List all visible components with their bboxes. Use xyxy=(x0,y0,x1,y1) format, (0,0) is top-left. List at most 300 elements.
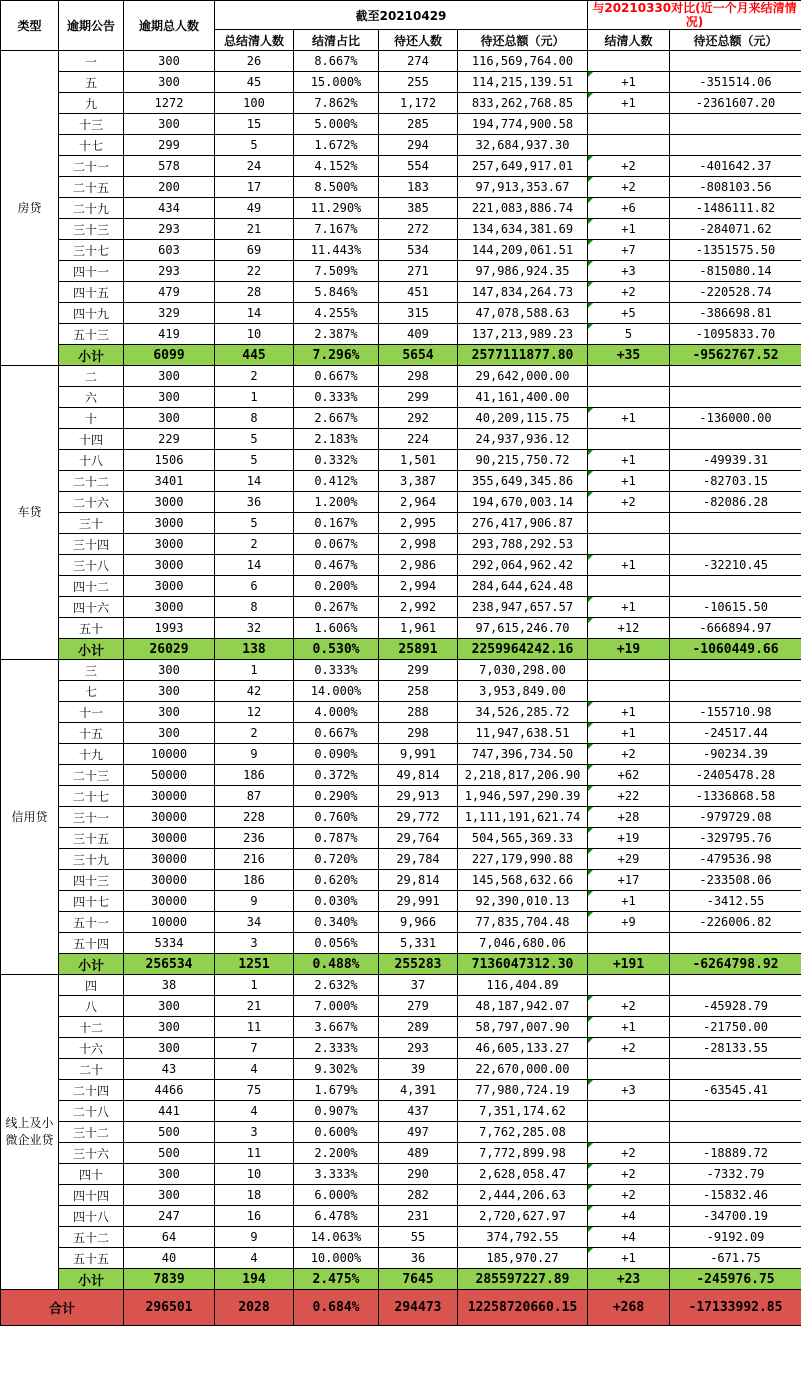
notice-cell: 四十六 xyxy=(59,597,124,618)
diff-settled-cell: +2 xyxy=(588,744,670,765)
diff-settled-cell: +4 xyxy=(588,1206,670,1227)
subtotal-overdue-total: 7839 xyxy=(124,1269,215,1290)
ratio-cell: 0.332% xyxy=(294,450,379,471)
header-settled-total: 总结清人数 xyxy=(215,30,294,51)
ratio-cell: 3.667% xyxy=(294,1017,379,1038)
pending-cell: 285 xyxy=(379,114,458,135)
diff-amount-cell: -3412.55 xyxy=(670,891,801,912)
diff-amount-cell: -1336868.58 xyxy=(670,786,801,807)
table-row xyxy=(1,555,801,576)
amount-cell: 77,835,704.48 xyxy=(458,912,588,933)
diff-amount-cell xyxy=(670,1059,801,1080)
amount-cell: 92,390,010.13 xyxy=(458,891,588,912)
ratio-cell: 7.862% xyxy=(294,93,379,114)
overdue-total-cell: 300 xyxy=(124,72,215,93)
diff-settled-cell: +2 xyxy=(588,1143,670,1164)
diff-amount-cell: -351514.06 xyxy=(670,72,801,93)
pending-cell: 2,998 xyxy=(379,534,458,555)
diff-amount-cell: -21750.00 xyxy=(670,1017,801,1038)
pending-cell: 497 xyxy=(379,1122,458,1143)
diff-amount-cell: -24517.44 xyxy=(670,723,801,744)
header-notice: 逾期公告 xyxy=(59,1,124,51)
amount-cell: 97,986,924.35 xyxy=(458,261,588,282)
diff-settled-cell: +4 xyxy=(588,1227,670,1248)
overdue-total-cell: 30000 xyxy=(124,807,215,828)
settled-cell: 7 xyxy=(215,1038,294,1059)
ratio-cell: 10.000% xyxy=(294,1248,379,1269)
overdue-total-cell: 30000 xyxy=(124,828,215,849)
settled-cell: 4 xyxy=(215,1101,294,1122)
subtotal-ratio: 2.475% xyxy=(294,1269,379,1290)
settled-cell: 22 xyxy=(215,261,294,282)
table-row xyxy=(1,870,801,891)
diff-settled-cell xyxy=(588,513,670,534)
overdue-total-cell: 3000 xyxy=(124,555,215,576)
ratio-cell: 5.000% xyxy=(294,114,379,135)
table-row xyxy=(1,114,801,135)
diff-amount-cell: -666894.97 xyxy=(670,618,801,639)
pending-cell: 183 xyxy=(379,177,458,198)
diff-settled-cell: +1 xyxy=(588,408,670,429)
amount-cell: 3,953,849.00 xyxy=(458,681,588,702)
pending-cell: 29,784 xyxy=(379,849,458,870)
diff-amount-cell: -63545.41 xyxy=(670,1080,801,1101)
notice-cell: 五十二 xyxy=(59,1227,124,1248)
pending-cell: 489 xyxy=(379,1143,458,1164)
diff-settled-cell: +7 xyxy=(588,240,670,261)
notice-cell: 四 xyxy=(59,975,124,996)
notice-cell: 三十一 xyxy=(59,807,124,828)
table-row xyxy=(1,198,801,219)
pending-cell: 299 xyxy=(379,387,458,408)
header-settled-ratio: 结清占比 xyxy=(294,30,379,51)
diff-amount-cell xyxy=(670,51,801,72)
subtotal-label: 小计 xyxy=(59,1269,124,1290)
overdue-total-cell: 3401 xyxy=(124,471,215,492)
amount-cell: 227,179,990.88 xyxy=(458,849,588,870)
pending-cell: 451 xyxy=(379,282,458,303)
settled-cell: 21 xyxy=(215,219,294,240)
overdue-total-cell: 40 xyxy=(124,1248,215,1269)
amount-cell: 48,187,942.07 xyxy=(458,996,588,1017)
subtotal-label: 小计 xyxy=(59,345,124,366)
overdue-total-cell: 441 xyxy=(124,1101,215,1122)
pending-cell: 29,913 xyxy=(379,786,458,807)
total-row xyxy=(1,1290,801,1326)
diff-amount-cell: -1351575.50 xyxy=(670,240,801,261)
amount-cell: 194,670,003.14 xyxy=(458,492,588,513)
overdue-total-cell: 3000 xyxy=(124,534,215,555)
amount-cell: 7,772,899.98 xyxy=(458,1143,588,1164)
settled-cell: 4 xyxy=(215,1248,294,1269)
amount-cell: 134,634,381.69 xyxy=(458,219,588,240)
ratio-cell: 8.500% xyxy=(294,177,379,198)
amount-cell: 2,628,058.47 xyxy=(458,1164,588,1185)
overdue-total-cell: 200 xyxy=(124,177,215,198)
table-row xyxy=(1,93,801,114)
settled-cell: 12 xyxy=(215,702,294,723)
table-row xyxy=(1,156,801,177)
pending-cell: 288 xyxy=(379,702,458,723)
overdue-total-cell: 4466 xyxy=(124,1080,215,1101)
diff-settled-cell: +2 xyxy=(588,1038,670,1059)
overdue-total-cell: 300 xyxy=(124,51,215,72)
table-row xyxy=(1,576,801,597)
subtotal-settled: 445 xyxy=(215,345,294,366)
ratio-cell: 0.600% xyxy=(294,1122,379,1143)
diff-settled-cell: +1 xyxy=(588,891,670,912)
pending-cell: 290 xyxy=(379,1164,458,1185)
ratio-cell: 0.090% xyxy=(294,744,379,765)
amount-cell: 90,215,750.72 xyxy=(458,450,588,471)
settled-cell: 5 xyxy=(215,429,294,450)
ratio-cell: 0.620% xyxy=(294,870,379,891)
table-row xyxy=(1,240,801,261)
total-pending: 294473 xyxy=(379,1290,458,1326)
overdue-total-cell: 30000 xyxy=(124,870,215,891)
notice-cell: 九 xyxy=(59,93,124,114)
diff-settled-cell xyxy=(588,429,670,450)
notice-cell: 一 xyxy=(59,51,124,72)
overdue-total-cell: 300 xyxy=(124,114,215,135)
notice-cell: 十四 xyxy=(59,429,124,450)
subtotal-diff-amount: -1060449.66 xyxy=(670,639,801,660)
amount-cell: 194,774,900.58 xyxy=(458,114,588,135)
table-row xyxy=(1,933,801,954)
diff-amount-cell: -2405478.28 xyxy=(670,765,801,786)
pending-cell: 289 xyxy=(379,1017,458,1038)
ratio-cell: 7.167% xyxy=(294,219,379,240)
overdue-total-cell: 578 xyxy=(124,156,215,177)
ratio-cell: 14.000% xyxy=(294,681,379,702)
header-pending-amount: 待还总额（元） xyxy=(458,30,588,51)
total-diff-amount: -17133992.85 xyxy=(670,1290,801,1326)
notice-cell: 二十四 xyxy=(59,1080,124,1101)
pending-cell: 37 xyxy=(379,975,458,996)
ratio-cell: 0.167% xyxy=(294,513,379,534)
notice-cell: 五十 xyxy=(59,618,124,639)
pending-cell: 1,501 xyxy=(379,450,458,471)
diff-settled-cell xyxy=(588,114,670,135)
diff-settled-cell xyxy=(588,1101,670,1122)
header-settled-count: 结清人数 xyxy=(588,30,670,51)
pending-cell: 5,331 xyxy=(379,933,458,954)
ratio-cell: 0.290% xyxy=(294,786,379,807)
overdue-total-cell: 5334 xyxy=(124,933,215,954)
notice-cell: 十三 xyxy=(59,114,124,135)
pending-cell: 224 xyxy=(379,429,458,450)
diff-settled-cell: +6 xyxy=(588,198,670,219)
settled-cell: 2 xyxy=(215,723,294,744)
diff-settled-cell xyxy=(588,366,670,387)
pending-cell: 271 xyxy=(379,261,458,282)
diff-settled-cell: +62 xyxy=(588,765,670,786)
overdue-total-cell: 300 xyxy=(124,1185,215,1206)
settled-cell: 2 xyxy=(215,534,294,555)
subtotal-label: 小计 xyxy=(59,954,124,975)
overdue-total-cell: 10000 xyxy=(124,912,215,933)
overdue-total-cell: 300 xyxy=(124,408,215,429)
diff-amount-cell: -34700.19 xyxy=(670,1206,801,1227)
table-row xyxy=(1,702,801,723)
amount-cell: 7,351,174.62 xyxy=(458,1101,588,1122)
ratio-cell: 2.200% xyxy=(294,1143,379,1164)
table-row xyxy=(1,219,801,240)
diff-amount-cell: -1486111.82 xyxy=(670,198,801,219)
pending-cell: 1,961 xyxy=(379,618,458,639)
notice-cell: 三十六 xyxy=(59,1143,124,1164)
table-row xyxy=(1,1059,801,1080)
subtotal-diff-amount: -9562767.52 xyxy=(670,345,801,366)
notice-cell: 五十四 xyxy=(59,933,124,954)
amount-cell: 747,396,734.50 xyxy=(458,744,588,765)
amount-cell: 293,788,292.53 xyxy=(458,534,588,555)
amount-cell: 32,684,937.30 xyxy=(458,135,588,156)
diff-settled-cell: +1 xyxy=(588,93,670,114)
amount-cell: 41,161,400.00 xyxy=(458,387,588,408)
ratio-cell: 0.372% xyxy=(294,765,379,786)
ratio-cell: 6.000% xyxy=(294,1185,379,1206)
amount-cell: 97,615,246.70 xyxy=(458,618,588,639)
amount-cell: 144,209,061.51 xyxy=(458,240,588,261)
settled-cell: 5 xyxy=(215,513,294,534)
subtotal-row xyxy=(1,1269,801,1290)
diff-settled-cell xyxy=(588,975,670,996)
table-row xyxy=(1,996,801,1017)
diff-amount-cell: -233508.06 xyxy=(670,870,801,891)
overdue-total-cell: 299 xyxy=(124,135,215,156)
table-row xyxy=(1,807,801,828)
notice-cell: 五 xyxy=(59,72,124,93)
ratio-cell: 7.000% xyxy=(294,996,379,1017)
amount-cell: 47,078,588.63 xyxy=(458,303,588,324)
overdue-total-cell: 603 xyxy=(124,240,215,261)
notice-cell: 十九 xyxy=(59,744,124,765)
overdue-total-cell: 500 xyxy=(124,1143,215,1164)
diff-settled-cell: +2 xyxy=(588,177,670,198)
table-row xyxy=(1,849,801,870)
ratio-cell: 7.509% xyxy=(294,261,379,282)
amount-cell: 116,569,764.00 xyxy=(458,51,588,72)
overdue-total-cell: 30000 xyxy=(124,849,215,870)
subtotal-overdue-total: 6099 xyxy=(124,345,215,366)
diff-settled-cell: +19 xyxy=(588,828,670,849)
amount-cell: 257,649,917.01 xyxy=(458,156,588,177)
diff-settled-cell xyxy=(588,387,670,408)
settled-cell: 186 xyxy=(215,765,294,786)
diff-settled-cell: +17 xyxy=(588,870,670,891)
diff-settled-cell: +1 xyxy=(588,450,670,471)
diff-settled-cell xyxy=(588,576,670,597)
settled-cell: 14 xyxy=(215,471,294,492)
loan-type-label: 车贷 xyxy=(1,366,59,660)
settled-cell: 6 xyxy=(215,576,294,597)
diff-amount-cell: -1095833.70 xyxy=(670,324,801,345)
overdue-total-cell: 300 xyxy=(124,387,215,408)
diff-settled-cell xyxy=(588,933,670,954)
total-diff-settled: +268 xyxy=(588,1290,670,1326)
pending-cell: 29,764 xyxy=(379,828,458,849)
amount-cell: 147,834,264.73 xyxy=(458,282,588,303)
notice-cell: 四十九 xyxy=(59,303,124,324)
ratio-cell: 9.302% xyxy=(294,1059,379,1080)
amount-cell: 7,030,298.00 xyxy=(458,660,588,681)
amount-cell: 221,083,886.74 xyxy=(458,198,588,219)
subtotal-ratio: 0.488% xyxy=(294,954,379,975)
ratio-cell: 3.333% xyxy=(294,1164,379,1185)
diff-settled-cell xyxy=(588,1122,670,1143)
table-row xyxy=(1,471,801,492)
table-row xyxy=(1,828,801,849)
diff-settled-cell: +1 xyxy=(588,471,670,492)
diff-amount-cell: -220528.74 xyxy=(670,282,801,303)
table-row xyxy=(1,1206,801,1227)
notice-cell: 二十五 xyxy=(59,177,124,198)
notice-cell: 三十三 xyxy=(59,219,124,240)
table-row xyxy=(1,1227,801,1248)
overdue-total-cell: 64 xyxy=(124,1227,215,1248)
diff-settled-cell: +1 xyxy=(588,1248,670,1269)
diff-settled-cell: +1 xyxy=(588,723,670,744)
ratio-cell: 15.000% xyxy=(294,72,379,93)
subtotal-pending: 7645 xyxy=(379,1269,458,1290)
settled-cell: 1 xyxy=(215,660,294,681)
amount-cell: 22,670,000.00 xyxy=(458,1059,588,1080)
table-row xyxy=(1,303,801,324)
ratio-cell: 0.030% xyxy=(294,891,379,912)
amount-cell: 114,215,139.51 xyxy=(458,72,588,93)
diff-amount-cell: -155710.98 xyxy=(670,702,801,723)
pending-cell: 39 xyxy=(379,1059,458,1080)
diff-amount-cell: -90234.39 xyxy=(670,744,801,765)
diff-settled-cell: +29 xyxy=(588,849,670,870)
ratio-cell: 1.606% xyxy=(294,618,379,639)
notice-cell: 三十五 xyxy=(59,828,124,849)
notice-cell: 三十八 xyxy=(59,555,124,576)
subtotal-amount: 2577111877.80 xyxy=(458,345,588,366)
overdue-total-cell: 50000 xyxy=(124,765,215,786)
ratio-cell: 0.340% xyxy=(294,912,379,933)
settled-cell: 8 xyxy=(215,408,294,429)
amount-cell: 137,213,989.23 xyxy=(458,324,588,345)
pending-cell: 9,966 xyxy=(379,912,458,933)
table-row xyxy=(1,177,801,198)
pending-cell: 255 xyxy=(379,72,458,93)
table-row xyxy=(1,765,801,786)
table-row xyxy=(1,1080,801,1101)
overdue-total-cell: 479 xyxy=(124,282,215,303)
amount-cell: 40,209,115.75 xyxy=(458,408,588,429)
diff-settled-cell xyxy=(588,135,670,156)
settled-cell: 100 xyxy=(215,93,294,114)
diff-settled-cell: +2 xyxy=(588,156,670,177)
settled-cell: 1 xyxy=(215,387,294,408)
diff-amount-cell: -329795.76 xyxy=(670,828,801,849)
diff-settled-cell: +2 xyxy=(588,282,670,303)
overdue-total-cell: 300 xyxy=(124,1164,215,1185)
diff-amount-cell: -136000.00 xyxy=(670,408,801,429)
table-row xyxy=(1,1038,801,1059)
table-row xyxy=(1,1122,801,1143)
diff-amount-cell: -979729.08 xyxy=(670,807,801,828)
settled-cell: 26 xyxy=(215,51,294,72)
overdue-total-cell: 300 xyxy=(124,723,215,744)
diff-amount-cell: -2361607.20 xyxy=(670,93,801,114)
notice-cell: 二十七 xyxy=(59,786,124,807)
header-type: 类型 xyxy=(1,1,59,51)
total-amount: 12258720660.15 xyxy=(458,1290,588,1326)
amount-cell: 29,642,000.00 xyxy=(458,366,588,387)
ratio-cell: 0.907% xyxy=(294,1101,379,1122)
notice-cell: 四十七 xyxy=(59,891,124,912)
pending-cell: 2,986 xyxy=(379,555,458,576)
ratio-cell: 11.290% xyxy=(294,198,379,219)
ratio-cell: 0.760% xyxy=(294,807,379,828)
pending-cell: 293 xyxy=(379,1038,458,1059)
overdue-total-cell: 30000 xyxy=(124,891,215,912)
table-row xyxy=(1,324,801,345)
table-row xyxy=(1,450,801,471)
notice-cell: 二 xyxy=(59,366,124,387)
table-row xyxy=(1,261,801,282)
settled-cell: 34 xyxy=(215,912,294,933)
pending-cell: 299 xyxy=(379,660,458,681)
ratio-cell: 0.787% xyxy=(294,828,379,849)
table-row xyxy=(1,1143,801,1164)
pending-cell: 9,991 xyxy=(379,744,458,765)
diff-settled-cell: +3 xyxy=(588,261,670,282)
pending-cell: 437 xyxy=(379,1101,458,1122)
settled-cell: 9 xyxy=(215,891,294,912)
diff-settled-cell: +9 xyxy=(588,912,670,933)
overdue-total-cell: 43 xyxy=(124,1059,215,1080)
settled-cell: 3 xyxy=(215,1122,294,1143)
table-row xyxy=(1,1248,801,1269)
diff-amount-cell: -18889.72 xyxy=(670,1143,801,1164)
diff-amount-cell: -7332.79 xyxy=(670,1164,801,1185)
notice-cell: 五十三 xyxy=(59,324,124,345)
subtotal-overdue-total: 256534 xyxy=(124,954,215,975)
ratio-cell: 1.679% xyxy=(294,1080,379,1101)
settled-cell: 24 xyxy=(215,156,294,177)
table-row xyxy=(1,135,801,156)
notice-cell: 七 xyxy=(59,681,124,702)
pending-cell: 272 xyxy=(379,219,458,240)
overdue-total-cell: 3000 xyxy=(124,513,215,534)
diff-amount-cell: -284071.62 xyxy=(670,219,801,240)
diff-amount-cell: -32210.45 xyxy=(670,555,801,576)
notice-cell: 十六 xyxy=(59,1038,124,1059)
notice-cell: 十五 xyxy=(59,723,124,744)
loan-type-label: 信用贷 xyxy=(1,660,59,975)
subtotal-amount: 7136047312.30 xyxy=(458,954,588,975)
diff-amount-cell xyxy=(670,933,801,954)
diff-amount-cell xyxy=(670,1101,801,1122)
pending-cell: 29,814 xyxy=(379,870,458,891)
notice-cell: 二十八 xyxy=(59,1101,124,1122)
subtotal-amount: 2259964242.16 xyxy=(458,639,588,660)
diff-amount-cell: -386698.81 xyxy=(670,303,801,324)
subtotal-settled: 1251 xyxy=(215,954,294,975)
overdue-total-cell: 229 xyxy=(124,429,215,450)
pending-cell: 29,991 xyxy=(379,891,458,912)
diff-amount-cell: -28133.55 xyxy=(670,1038,801,1059)
notice-cell: 三 xyxy=(59,660,124,681)
settled-cell: 2 xyxy=(215,366,294,387)
notice-cell: 二十六 xyxy=(59,492,124,513)
settled-cell: 36 xyxy=(215,492,294,513)
pending-cell: 298 xyxy=(379,366,458,387)
